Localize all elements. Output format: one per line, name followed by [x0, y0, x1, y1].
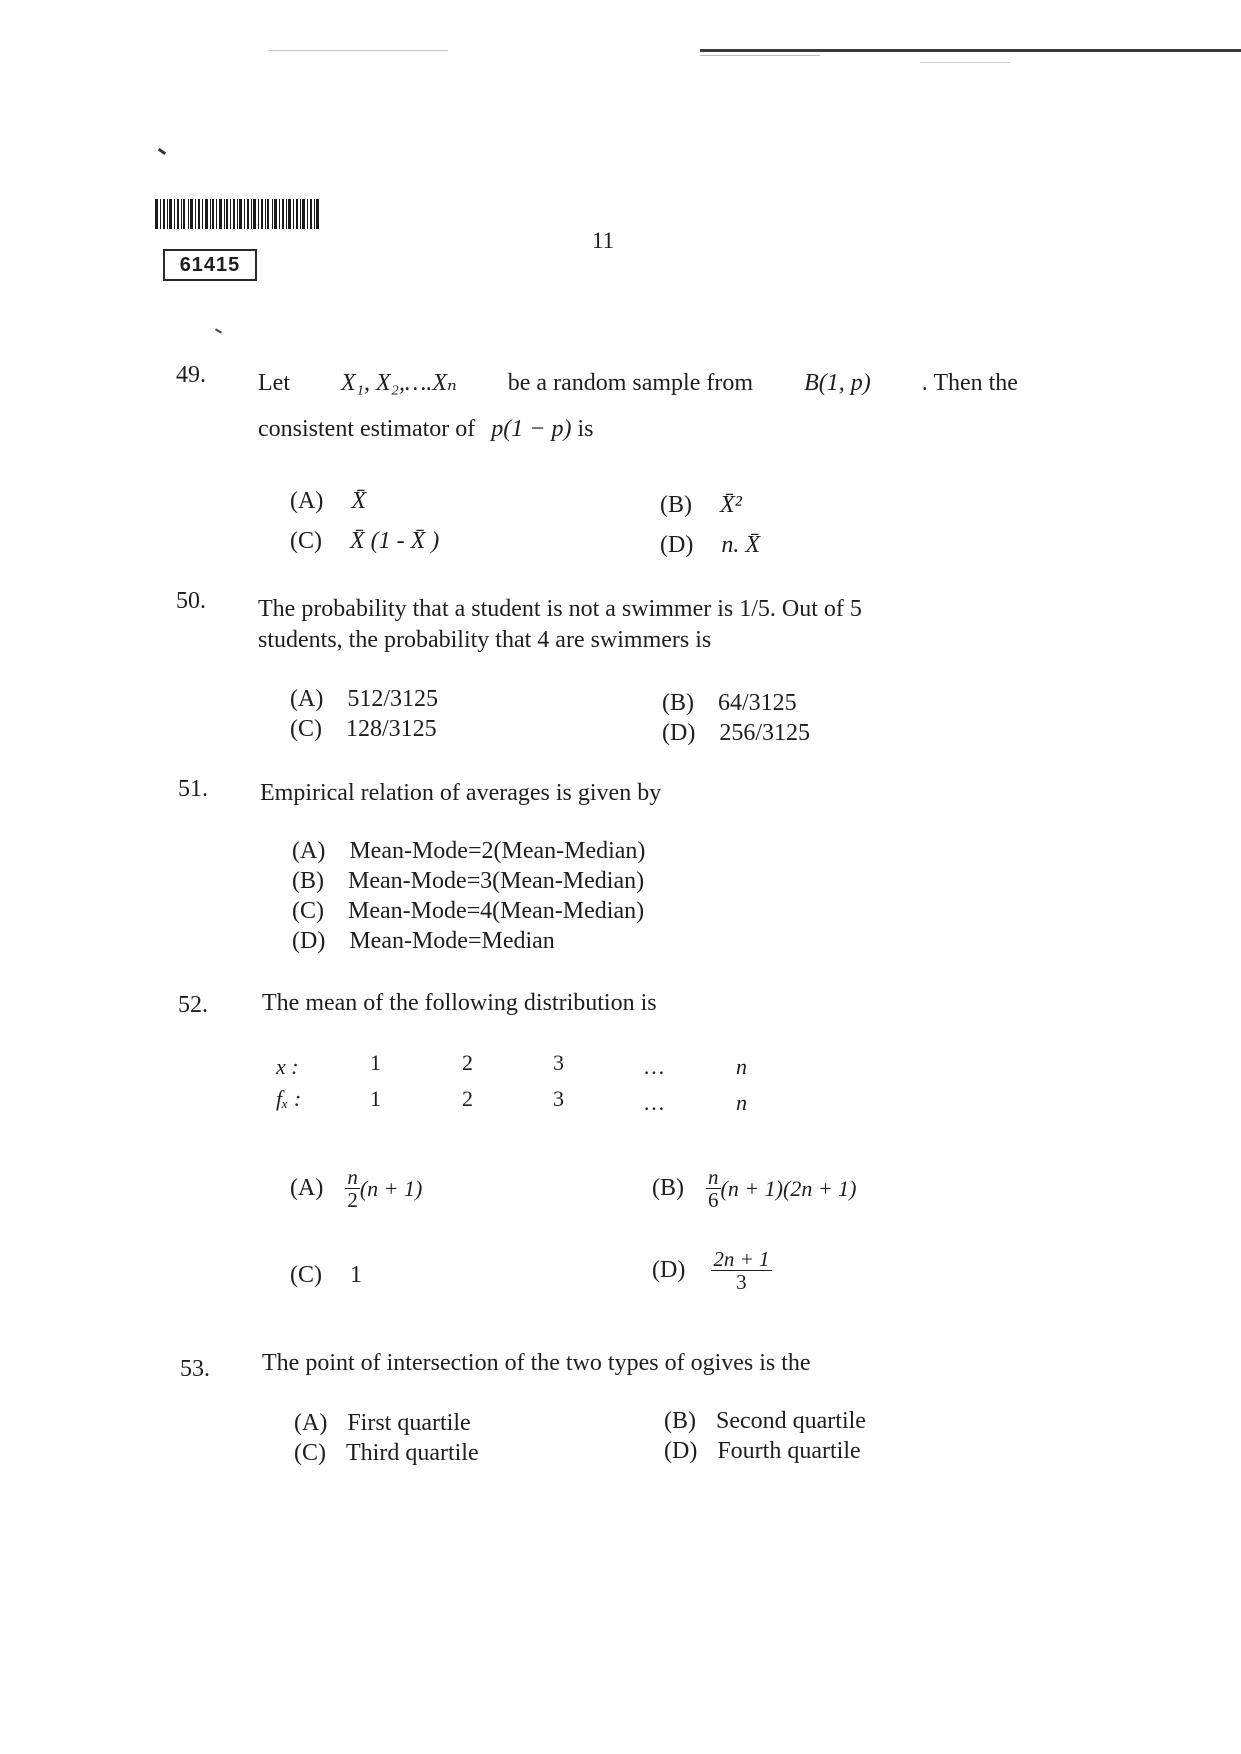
- question-number: 51.: [178, 776, 208, 802]
- scan-artifact-line: [268, 50, 448, 51]
- option-c[interactable]: [290, 528, 439, 555]
- table-cell: n: [736, 1090, 747, 1115]
- option-text: Fourth quartile: [717, 1438, 861, 1464]
- math-sample: X₁, X₂,….Xₙ: [341, 370, 457, 396]
- scan-artifact-mark: [158, 148, 166, 155]
- option-label: (C): [290, 528, 322, 554]
- option-b[interactable]: [660, 492, 742, 519]
- fraction-denominator: 6: [708, 1188, 719, 1212]
- option-b[interactable]: [292, 868, 644, 895]
- option-d[interactable]: [660, 532, 760, 559]
- question-text: Let: [258, 370, 290, 396]
- option-label: (C): [294, 1440, 326, 1466]
- question-number: 49.: [176, 362, 206, 388]
- option-b[interactable]: [664, 1408, 866, 1435]
- option-label: (B): [292, 868, 324, 894]
- question-text: . Then the: [921, 370, 1018, 396]
- option-label: (D): [664, 1438, 698, 1464]
- option-label: (A): [294, 1410, 328, 1436]
- fraction: [706, 1166, 721, 1211]
- option-label: (B): [662, 690, 694, 716]
- fraction-denominator: 3: [736, 1270, 747, 1294]
- option-label: (C): [290, 1262, 322, 1288]
- option-b[interactable]: [662, 690, 797, 717]
- question-text: consistent estimator of: [258, 416, 476, 442]
- fraction: [345, 1166, 360, 1211]
- option-label: (A): [292, 838, 326, 864]
- question-text: The point of intersection of the two types of ogives is the: [262, 1350, 811, 1376]
- table-cell: n: [736, 1054, 747, 1079]
- option-label: (D): [660, 532, 694, 558]
- option-a[interactable]: [292, 838, 645, 865]
- option-text: (n + 1)(2n + 1): [720, 1175, 857, 1201]
- option-text: Third quartile: [346, 1440, 479, 1466]
- option-label: (D): [662, 720, 696, 746]
- option-c[interactable]: [292, 898, 644, 925]
- option-text: X̄: [351, 488, 366, 514]
- scan-artifact-line: [700, 49, 1241, 52]
- table-cell: 1: [370, 1050, 381, 1075]
- scan-artifact-line: [920, 62, 1010, 63]
- option-a[interactable]: [294, 1410, 471, 1437]
- option-d[interactable]: [292, 928, 555, 955]
- option-c[interactable]: [290, 1262, 362, 1289]
- option-text: n. X̄: [721, 532, 760, 558]
- question-text: is: [577, 416, 594, 442]
- page-number: 11: [592, 228, 615, 253]
- option-text: Mean-Mode=3(Mean-Median): [348, 868, 645, 894]
- option-text: 64/3125: [718, 690, 797, 716]
- option-label: (C): [292, 898, 324, 924]
- fraction-numerator: 2n + 1: [713, 1247, 770, 1271]
- table-cell: 2: [462, 1050, 473, 1075]
- option-label: (D): [292, 928, 326, 954]
- question-number: 52.: [178, 992, 208, 1018]
- option-text: 256/3125: [719, 720, 810, 746]
- math-distribution: B(1, p): [804, 370, 871, 396]
- question-text-line: [258, 414, 594, 444]
- question-text: students, the probability that 4 are swimmers is: [258, 627, 712, 653]
- option-label: (B): [664, 1408, 696, 1434]
- table-row-label: fₓ :: [276, 1086, 302, 1111]
- option-text: First quartile: [347, 1410, 471, 1436]
- option-c[interactable]: [290, 716, 437, 743]
- option-a[interactable]: [290, 488, 366, 515]
- option-text: 128/3125: [346, 716, 437, 742]
- option-text: (n + 1): [359, 1175, 423, 1201]
- fraction: [711, 1248, 771, 1293]
- question-number: 50.: [176, 588, 206, 614]
- option-text: X̄²: [720, 492, 742, 518]
- question-text-line: [258, 368, 1018, 398]
- fraction-numerator: n: [708, 1165, 719, 1189]
- option-label: (C): [290, 716, 322, 742]
- fraction-numerator: n: [347, 1165, 358, 1189]
- question-text: The mean of the following distribution is: [262, 990, 657, 1016]
- question-number: 53.: [180, 1356, 210, 1382]
- option-label: (A): [290, 686, 324, 712]
- option-text: Mean-Mode=Median: [349, 928, 555, 954]
- option-b[interactable]: [652, 1166, 857, 1211]
- option-label: (B): [652, 1175, 684, 1201]
- question-text: Empirical relation of averages is given by: [260, 780, 662, 806]
- option-a[interactable]: [290, 686, 438, 713]
- option-a[interactable]: [290, 1166, 422, 1211]
- option-label: (D): [652, 1257, 686, 1283]
- table-cell: 3: [553, 1050, 564, 1075]
- table-cell: 2: [462, 1086, 473, 1111]
- paper-code-box: 61415: [163, 249, 257, 281]
- question-text: be a random sample from: [507, 370, 754, 396]
- option-text: 1: [350, 1262, 362, 1288]
- option-label: (B): [660, 492, 692, 518]
- option-text: Second quartile: [716, 1408, 866, 1434]
- math-parameter: p(1 − p): [491, 416, 572, 442]
- option-label: (A): [290, 488, 324, 514]
- option-text: 512/3125: [347, 686, 438, 712]
- option-d[interactable]: [662, 720, 810, 747]
- option-d[interactable]: [652, 1248, 772, 1293]
- option-text: X̄ (1 - X̄ ): [350, 528, 440, 554]
- table-cell: …: [643, 1090, 665, 1115]
- question-text: The probability that a student is not a swimmer is 1/5. Out of 5: [258, 596, 862, 622]
- barcode: [155, 199, 320, 229]
- scan-artifact-line: [700, 55, 820, 56]
- option-c[interactable]: [294, 1440, 479, 1467]
- table-cell: 3: [553, 1086, 564, 1111]
- option-text: Mean-Mode=4(Mean-Median): [348, 898, 645, 924]
- option-label: (A): [290, 1175, 324, 1201]
- option-d[interactable]: [664, 1438, 861, 1465]
- scan-artifact-mark: [215, 328, 222, 333]
- fraction-denominator: 2: [347, 1188, 358, 1212]
- table-row-label: x :: [276, 1054, 299, 1079]
- table-cell: 1: [370, 1086, 381, 1111]
- table-cell: …: [643, 1054, 665, 1079]
- option-text: Mean-Mode=2(Mean-Median): [349, 838, 646, 864]
